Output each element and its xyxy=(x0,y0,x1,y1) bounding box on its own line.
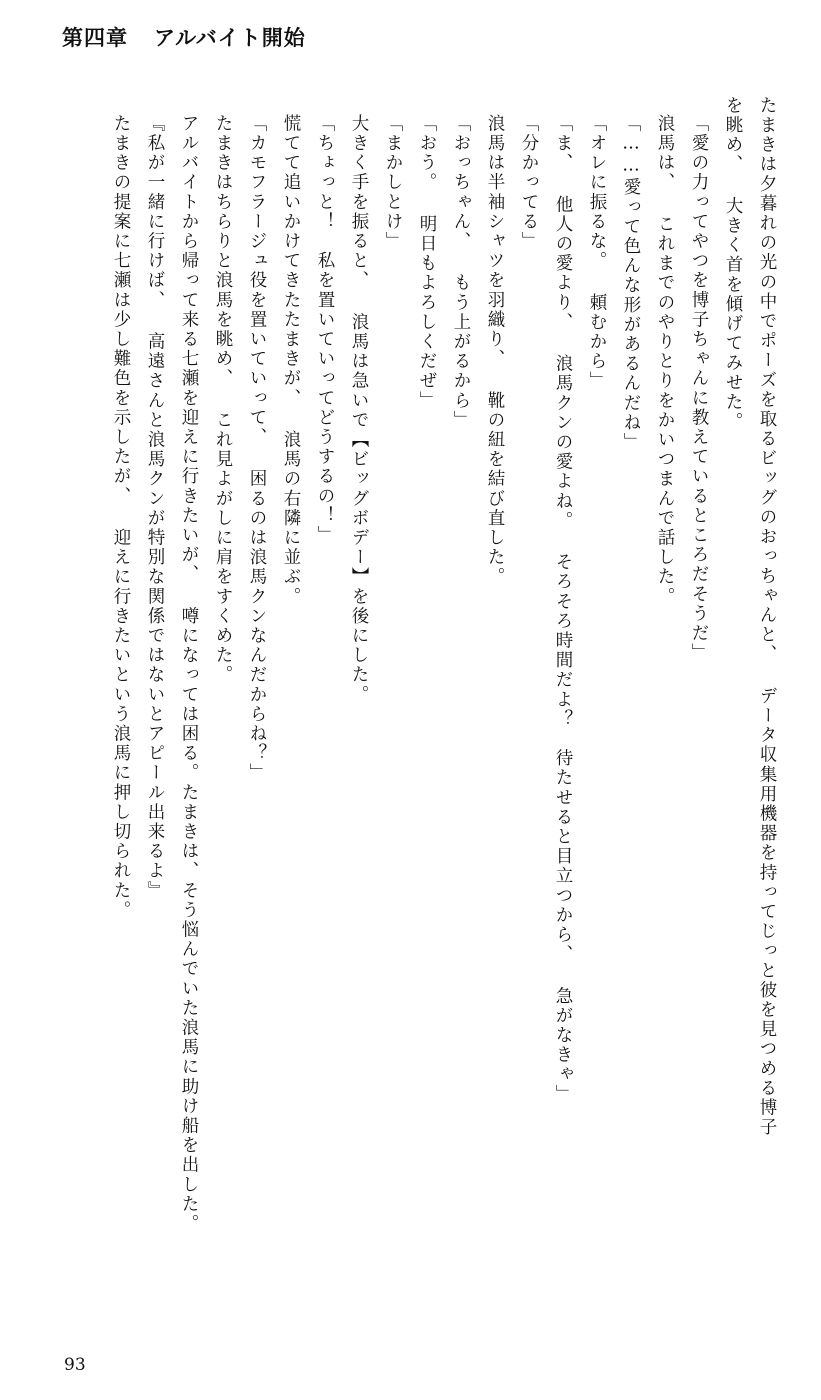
text-line: 「ちょっと！ 私を置いていってどうするの！」 xyxy=(315,114,335,546)
text-line: 『私が一緒に行けば、 高遠さんと浪馬クンが特別な関係ではないとアピール出来るよ』 xyxy=(145,114,165,901)
text-line: 慌てて追いかけてきたたまきが、 浪馬の右隣に並ぶ。 xyxy=(281,114,301,607)
chapter-number: 第四章 xyxy=(62,25,128,50)
text-line: 「愛の力ってやつを博子ちゃんに教えているところだそうだ」 xyxy=(689,114,709,663)
text-line: アルバイトから帰って来る七瀬を迎えに行きたいが、 噂になっては困る。たまきは、そう悩んでいた浪馬に助け船を出した。 xyxy=(179,114,199,1234)
text-line: 浪馬は半袖シャツを羽織り、 靴の紐を結び直した。 xyxy=(485,114,505,587)
text-line: 浪馬は、 これまでのやりとりをかいつまんで話した。 xyxy=(655,114,675,607)
text-line: 「まかしとけ」 xyxy=(383,114,403,252)
text-line: 「分かってる」 xyxy=(519,114,539,252)
chapter-title: アルバイト開始 xyxy=(154,25,306,50)
text-line: 「オレに振るな。 頼むから」 xyxy=(587,114,607,391)
chapter-heading xyxy=(62,22,306,52)
text-line: たまきの提案に七瀬は少し難色を示したが、 迎えに行きたいという浪馬に押し切られた。 xyxy=(111,114,131,921)
text-line: 「ま、 他人の愛より、 浪馬クンの愛よね。 そろそろ時間だよ？ 待たせると目立つから、 急がなきゃ」 xyxy=(553,114,573,1104)
text-line: 「……愛って色んな形があるんだね」 xyxy=(621,114,641,453)
text-line: 「おっちゃん、 もう上がるから」 xyxy=(451,114,471,431)
text-line: 「おう。 明日もよろしくだぜ」 xyxy=(417,114,437,411)
text-line: たまきはちらりと浪馬を眺め、 これ見よがしに肩をすくめた。 xyxy=(213,114,233,685)
body-text-block xyxy=(55,96,775,1311)
text-line: 「カモフラージュ役を置いていって、 困るのは浪馬クンなんだからね？」 xyxy=(247,114,267,783)
page-number: 93 xyxy=(64,1355,86,1375)
text-line: たまきは夕暮れの光の中でポーズを取るビッグのおっちゃんと、 データ収集用機器を持ってじっと彼を見つめる博子 xyxy=(757,96,777,1138)
text-line: を眺め、 大きく首を傾げてみせた。 xyxy=(723,96,743,432)
text-line: 大きく手を振ると、 浪馬は急いで【ビッグボデー】を後にした。 xyxy=(349,114,369,705)
